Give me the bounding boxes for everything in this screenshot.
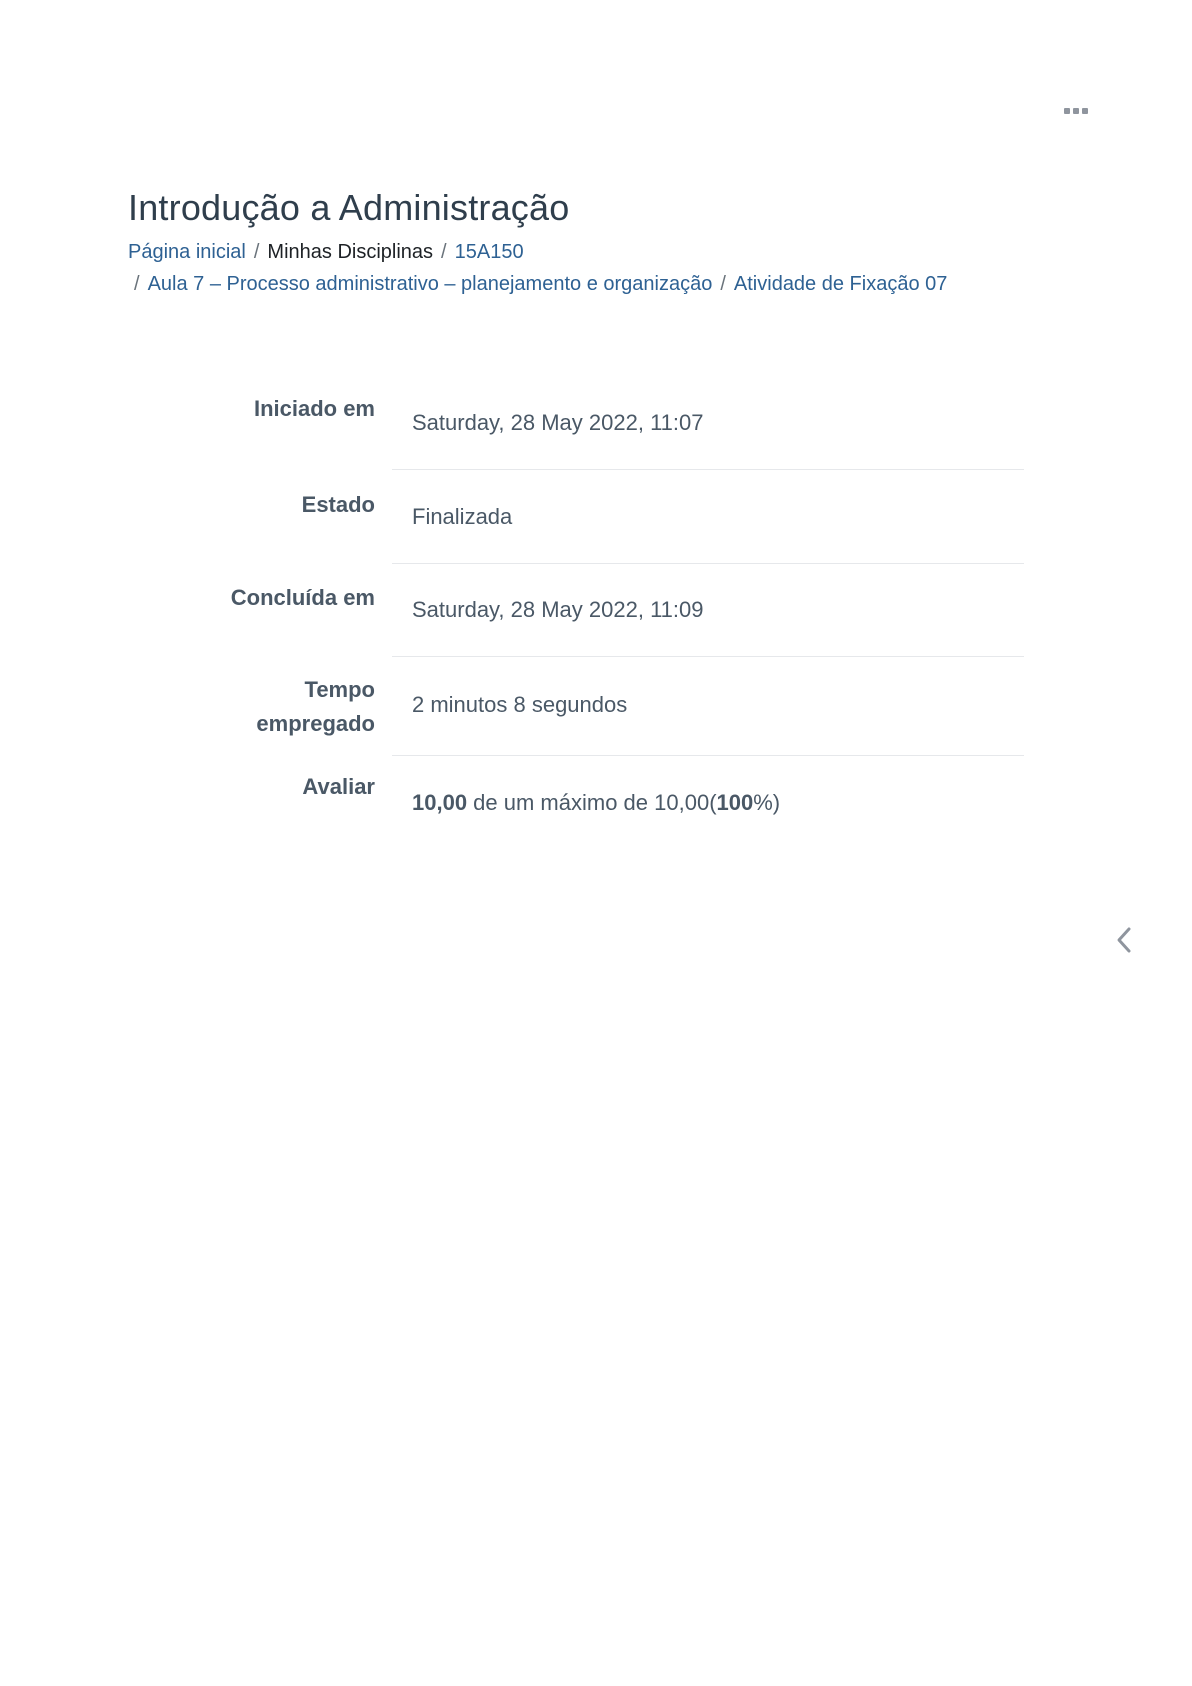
completed-label: Concluída em	[230, 585, 375, 610]
attempt-summary-table	[128, 376, 1028, 820]
grade-max-text: de um máximo de 10,00(	[467, 790, 717, 815]
breadcrumb-my-courses: Minhas Disciplinas	[267, 241, 434, 263]
breadcrumb-course-link[interactable]: 15A150	[454, 241, 524, 263]
summary-row-state	[128, 470, 1028, 563]
state-label: Estado	[301, 492, 375, 517]
summary-row-completed	[128, 563, 1028, 656]
grade-value	[392, 756, 1024, 820]
more-options-icon[interactable]	[1064, 104, 1088, 118]
breadcrumb-separator: /	[720, 273, 726, 295]
breadcrumb	[128, 236, 1068, 300]
breadcrumb-activity-link[interactable]: Atividade de Fixação 07	[733, 273, 948, 295]
summary-row-time-taken	[128, 656, 1028, 756]
breadcrumb-separator: /	[253, 241, 260, 263]
dot	[1073, 108, 1079, 114]
grade-percent: 100	[716, 790, 754, 815]
chevron-left-icon[interactable]	[1114, 924, 1134, 956]
started-label: Iniciado em	[253, 396, 375, 421]
summary-row-grade	[128, 756, 1028, 820]
page-title: Introdução a Administração	[128, 187, 570, 228]
started-value: Saturday, 28 May 2022, 11:07	[392, 376, 1024, 470]
grade-label: Avaliar	[302, 774, 375, 799]
grade-score: 10,00	[412, 790, 468, 815]
dot	[1082, 108, 1088, 114]
breadcrumb-separator: /	[441, 241, 447, 263]
completed-value: Saturday, 28 May 2022, 11:09	[392, 563, 1024, 657]
breadcrumb-line-1	[128, 236, 1068, 268]
time-taken-label-line1: Tempo	[304, 677, 375, 702]
grade-percent-suffix: %)	[753, 790, 781, 815]
state-value: Finalizada	[392, 470, 1024, 564]
page-header	[128, 186, 1068, 300]
time-taken-label-line2: empregado	[256, 711, 375, 736]
time-taken-label	[128, 656, 392, 756]
breadcrumb-line-2	[128, 268, 1068, 300]
time-taken-value: 2 minutos 8 segundos	[392, 656, 1024, 756]
breadcrumb-lesson-link[interactable]: Aula 7 – Processo administrativo – planejamento e organização	[147, 273, 713, 295]
breadcrumb-separator: /	[134, 273, 140, 295]
dot	[1064, 108, 1070, 114]
breadcrumb-home-link[interactable]: Página inicial	[128, 241, 246, 263]
summary-row-started	[128, 376, 1028, 470]
